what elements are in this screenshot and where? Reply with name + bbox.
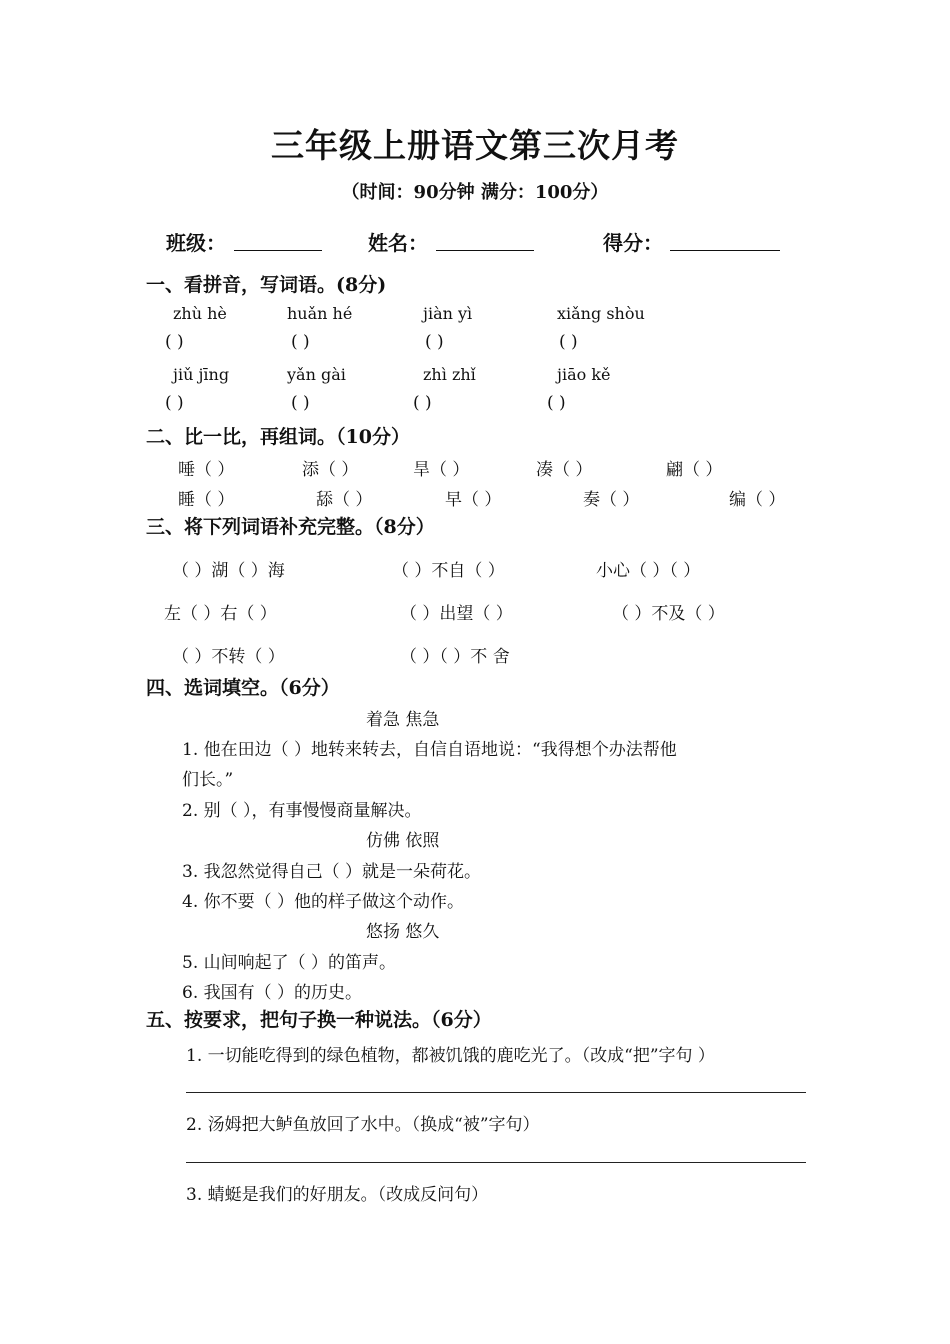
answer-paren[interactable]: ( ) [413, 393, 432, 413]
section-5-heading: 五、按要求，把句子换一种说法。（6分） [146, 1009, 492, 1031]
idiom-item[interactable]: （ ）出望（ ） [400, 604, 513, 624]
section-2-heading: 二、比一比，再组词。（10分） [146, 426, 410, 448]
question-1[interactable]: 1. 他在田边（ ）地转来转去，自信自语地说：“我得想个办法帮他 [182, 740, 677, 760]
name-blank[interactable] [436, 250, 534, 251]
question-2[interactable]: 2. 别（ ），有事慢慢商量解决。 [182, 801, 422, 821]
pinyin: zhì zhǐ [423, 365, 476, 384]
answer-line[interactable] [186, 1162, 806, 1163]
compare-item[interactable]: 旱（ ） [413, 460, 470, 480]
exam-title: 三年级上册语文第三次月考 [271, 126, 679, 165]
idiom-item[interactable]: （ ）湖（ ）海 [172, 561, 285, 581]
answer-paren[interactable]: ( ) [559, 332, 578, 352]
answer-line[interactable] [186, 1092, 806, 1093]
idiom-item[interactable]: 左（ ）右（ ） [164, 604, 277, 624]
compare-item[interactable]: 睡（ ） [178, 490, 235, 510]
pinyin: jiǔ jīng [173, 365, 230, 384]
answer-paren[interactable]: ( ) [291, 393, 310, 413]
pinyin: huǎn hé [287, 304, 353, 323]
compare-item[interactable]: 奏（ ） [583, 490, 640, 510]
name-label: 姓名： [368, 231, 428, 255]
answer-paren[interactable]: ( ) [425, 332, 444, 352]
pinyin: yǎn gài [287, 365, 346, 384]
compare-item[interactable]: 舔（ ） [316, 490, 373, 510]
class-blank[interactable] [234, 250, 322, 251]
compare-item[interactable]: 凑（ ） [536, 460, 593, 480]
compare-item[interactable]: 翩（ ） [666, 460, 723, 480]
compare-item[interactable]: 添（ ） [302, 460, 359, 480]
question-3[interactable]: 3. 我忽然觉得自己（ ）就是一朵荷花。 [182, 862, 482, 882]
idiom-item[interactable]: （ ）不及（ ） [612, 604, 725, 624]
pinyin: xiǎng shòu [557, 304, 645, 323]
word-choices: 仿佛 依照 [366, 831, 440, 851]
compare-item[interactable]: 唾（ ） [178, 460, 235, 480]
exam-subtitle: （时间：90分钟 满分：100分） [341, 182, 609, 203]
answer-paren[interactable]: ( ) [547, 393, 566, 413]
idiom-item[interactable]: （ ）不转（ ） [172, 647, 285, 667]
answer-paren[interactable]: ( ) [165, 393, 184, 413]
pinyin: zhù hè [173, 304, 227, 323]
question-1-cont: 们长。” [182, 770, 234, 790]
section-4-heading: 四、选词填空。（6分） [146, 677, 340, 699]
compare-item[interactable]: 编（ ） [729, 490, 786, 510]
score-label: 得分： [603, 231, 663, 255]
word-choices: 悠扬 悠久 [366, 922, 440, 942]
pinyin: jiāo kě [557, 365, 611, 384]
answer-paren[interactable]: ( ) [165, 332, 184, 352]
pinyin: jiàn yì [423, 304, 473, 323]
question-6[interactable]: 6. 我国有（ ）的历史。 [182, 983, 363, 1003]
word-choices: 着急 焦急 [366, 710, 440, 730]
idiom-item[interactable]: （ ）不自（ ） [392, 561, 505, 581]
section-1-heading: 一、看拼音，写词语。(8分) [146, 274, 387, 296]
idiom-item[interactable]: 小心（ ）（ ） [596, 561, 701, 581]
class-label: 班级： [166, 231, 226, 255]
idiom-item[interactable]: （ ）（ ）不 舍 [400, 647, 510, 667]
question-5[interactable]: 5. 山间响起了（ ）的笛声。 [182, 953, 397, 973]
rewrite-question-2: 2. 汤姆把大鲈鱼放回了水中。（换成“被”字句） [186, 1115, 540, 1135]
section-3-heading: 三、将下列词语补充完整。（8分） [146, 516, 435, 538]
compare-item[interactable]: 早（ ） [445, 490, 502, 510]
score-blank[interactable] [670, 250, 780, 251]
answer-paren[interactable]: ( ) [291, 332, 310, 352]
question-4[interactable]: 4. 你不要（ ）他的样子做这个动作。 [182, 892, 465, 912]
rewrite-question-1: 1. 一切能吃得到的绿色植物，都被饥饿的鹿吃光了。（改成“把”字句 ） [186, 1046, 715, 1066]
rewrite-question-3: 3. 蜻蜓是我们的好朋友。（改成反问句） [186, 1185, 489, 1205]
